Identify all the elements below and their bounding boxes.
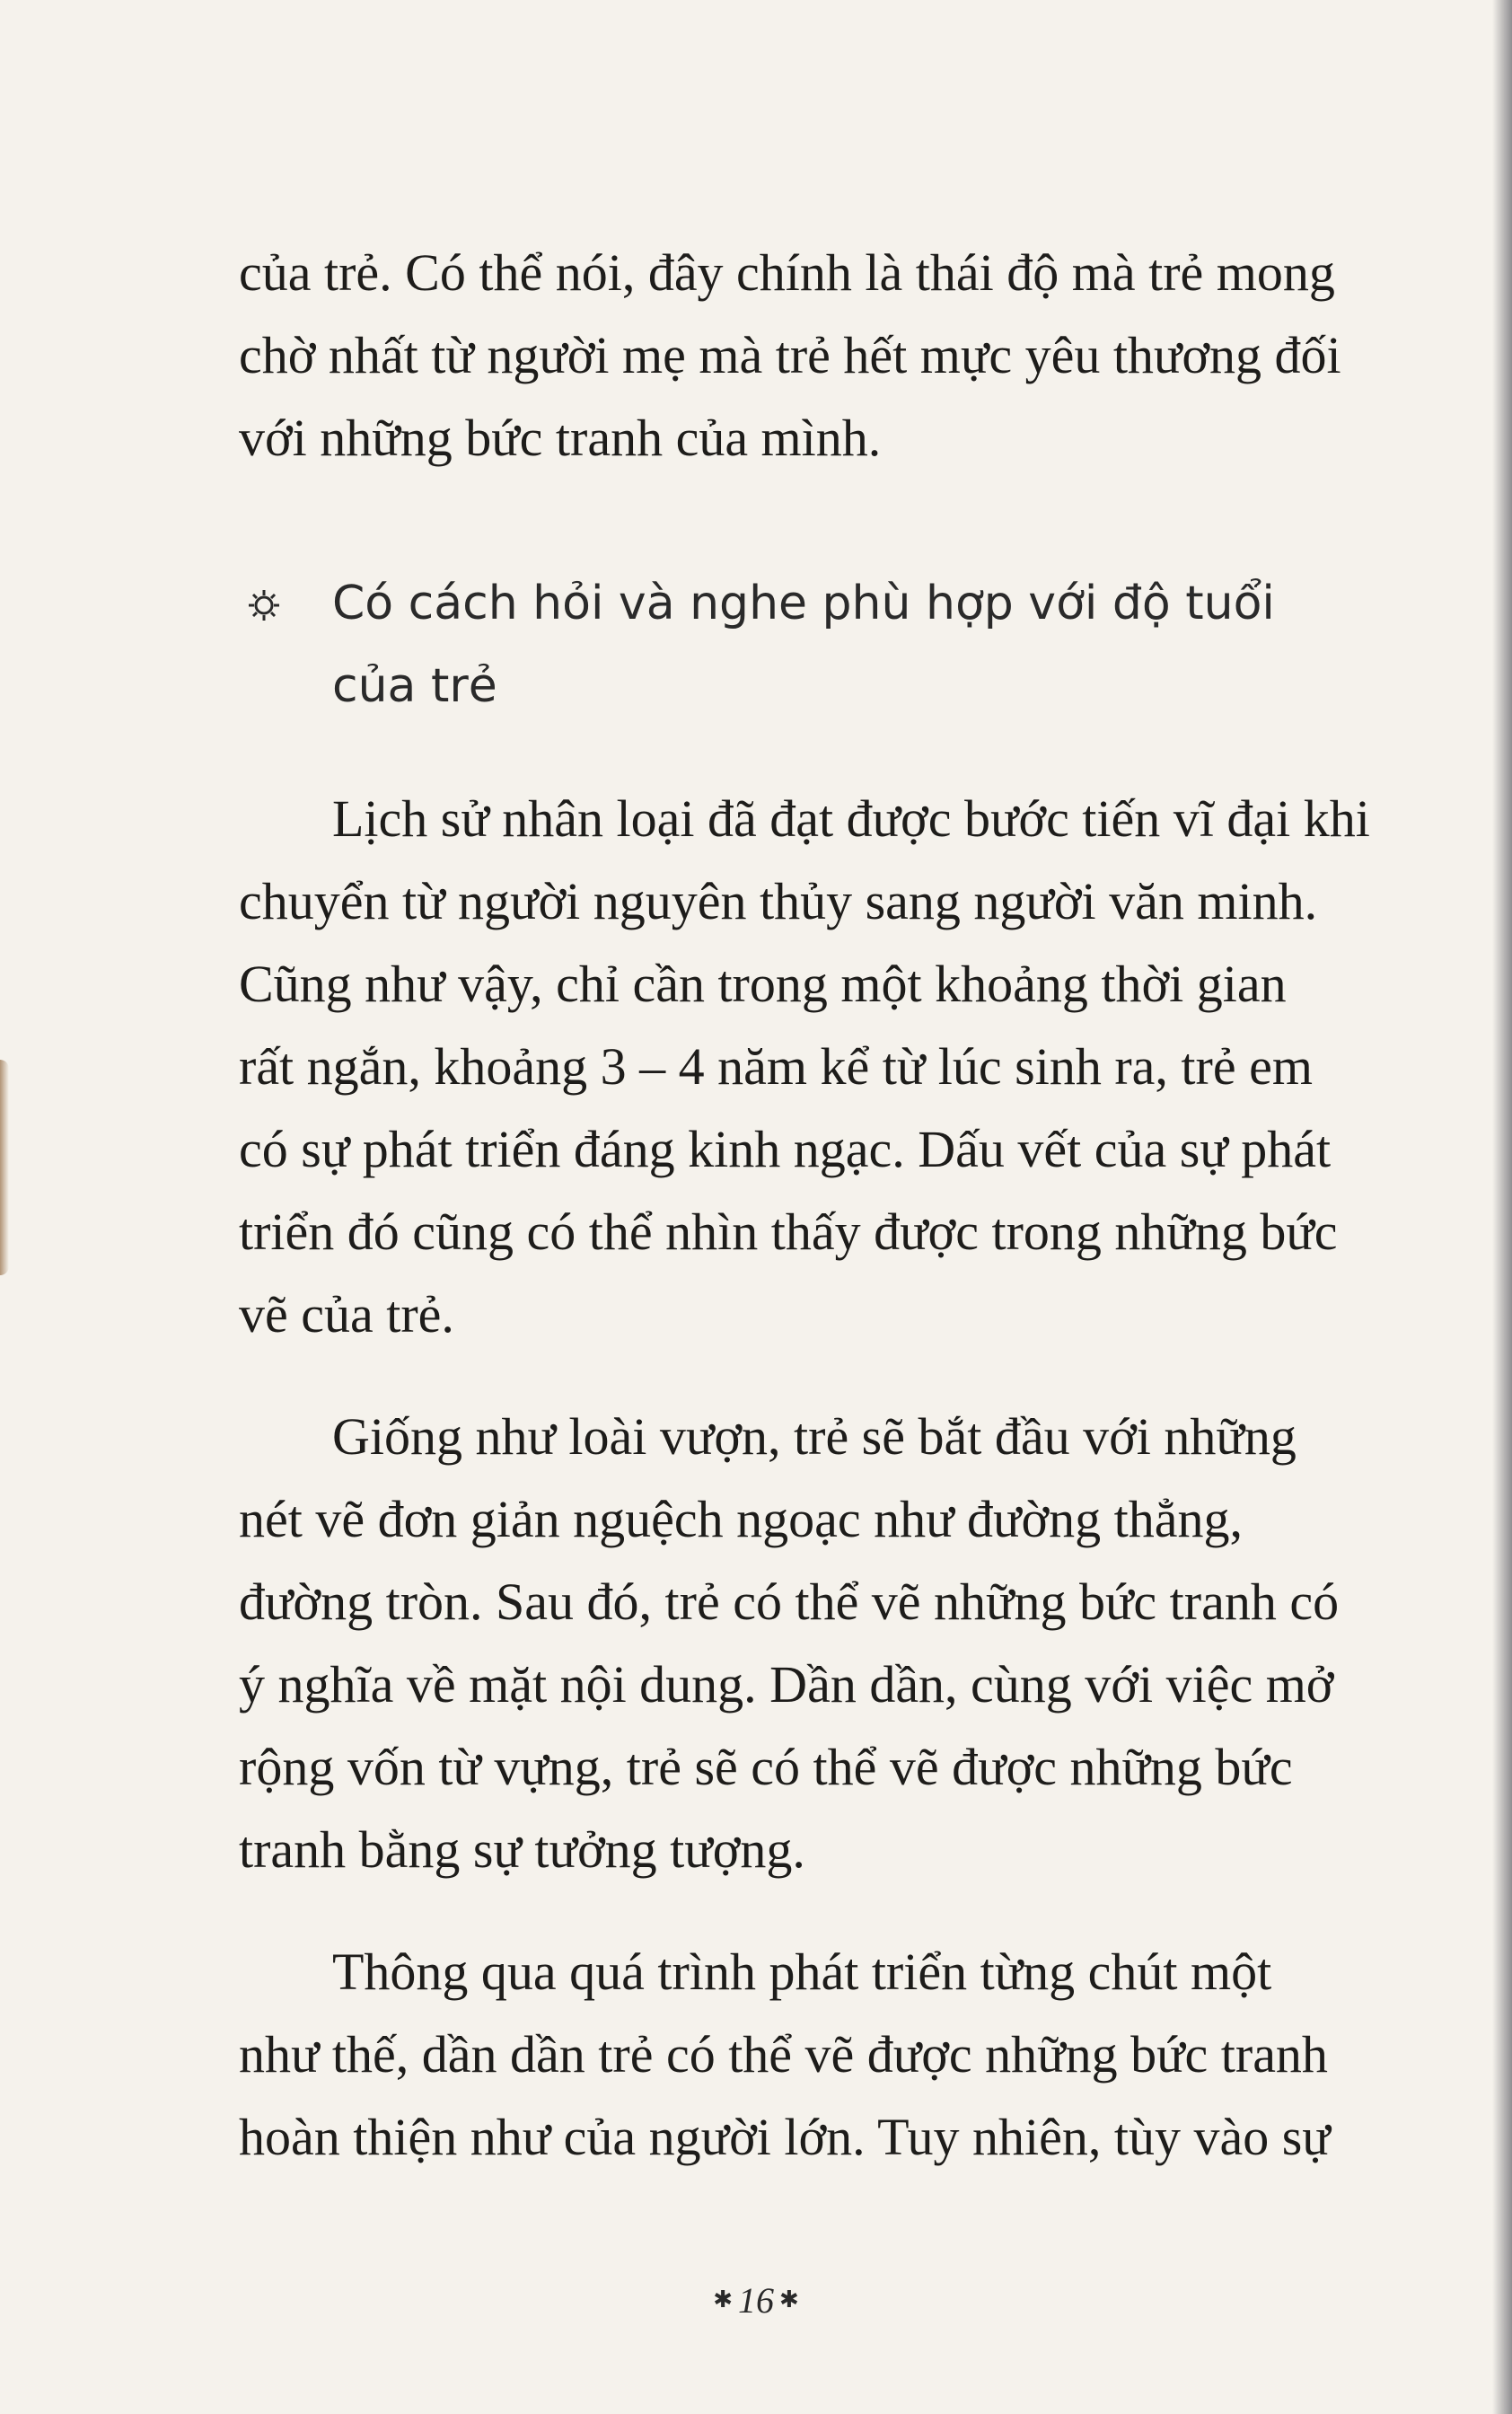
text-line: Giống như loài vượn, trẻ sẽ bắt đầu với những: [332, 1407, 1297, 1466]
heading-line: của trẻ: [332, 659, 497, 713]
text-line: đường tròn. Sau đó, trẻ có thể vẽ những bức tranh có: [239, 1573, 1340, 1631]
text-line: ý nghĩa về mặt nội dung. Dần dần, cùng với việc mở: [239, 1655, 1334, 1714]
text-line: rất ngắn, khoảng 3 – 4 năm kể từ lúc sinh ra, trẻ em: [239, 1037, 1313, 1096]
text-line: Lịch sử nhân loại đã đạt được bước tiến vĩ đại khi: [332, 789, 1370, 848]
heading-line: Có cách hỏi và nghe phù hợp với độ tuổi: [332, 577, 1275, 630]
text-line: có sự phát triển đáng kinh ngạc. Dấu vết của sự phát: [239, 1120, 1332, 1178]
text-line: với những bức tranh của mình.: [239, 409, 882, 467]
text-line: rộng vốn từ vựng, trẻ sẽ có thể vẽ được những bức: [239, 1738, 1293, 1796]
section-heading: [239, 562, 1379, 727]
page-number-value: 16: [738, 2280, 774, 2321]
text-line: của trẻ. Có thể nói, đây chính là thái độ mà trẻ mong: [239, 243, 1335, 302]
text-line: Cũng như vậy, chỉ cần trong một khoảng thời gian: [239, 955, 1287, 1013]
ornament-star-icon: ✱: [779, 2286, 799, 2313]
page-edge-shadow: [1492, 0, 1512, 2414]
text-line: tranh bằng sự tưởng tượng.: [239, 1820, 805, 1879]
paragraph-4: [239, 1931, 1379, 2179]
text-line: nét vẽ đơn giản nguệch ngoạc như đường thẳng,: [239, 1490, 1244, 1548]
text-line: vẽ của trẻ.: [239, 1285, 454, 1344]
text-line: chuyển từ người nguyên thủy sang người văn minh.: [239, 872, 1318, 930]
finger-shadow: [0, 1060, 9, 1275]
paragraph-3: [239, 1396, 1379, 1891]
text-line: chờ nhất từ người mẹ mà trẻ hết mực yêu thương đối: [239, 326, 1341, 384]
text-line: hoàn thiện như của người lớn. Tuy nhiên, tùy vào sự: [239, 2108, 1331, 2166]
page-number: [0, 2279, 1512, 2321]
text-line: triển đó cũng có thể nhìn thấy được trong những bức: [239, 1203, 1338, 1261]
paragraph-1: [239, 232, 1379, 480]
text-line: Thông qua quá trình phát triển từng chút một: [332, 1943, 1272, 2001]
page-body: [239, 232, 1379, 2179]
ornament-star-icon: ✱: [713, 2286, 733, 2313]
gear-flower-icon: [246, 587, 282, 623]
text-line: như thế, dần dần trẻ có thể vẽ được những bức tranh: [239, 2025, 1328, 2084]
paragraph-2: [239, 778, 1379, 1356]
